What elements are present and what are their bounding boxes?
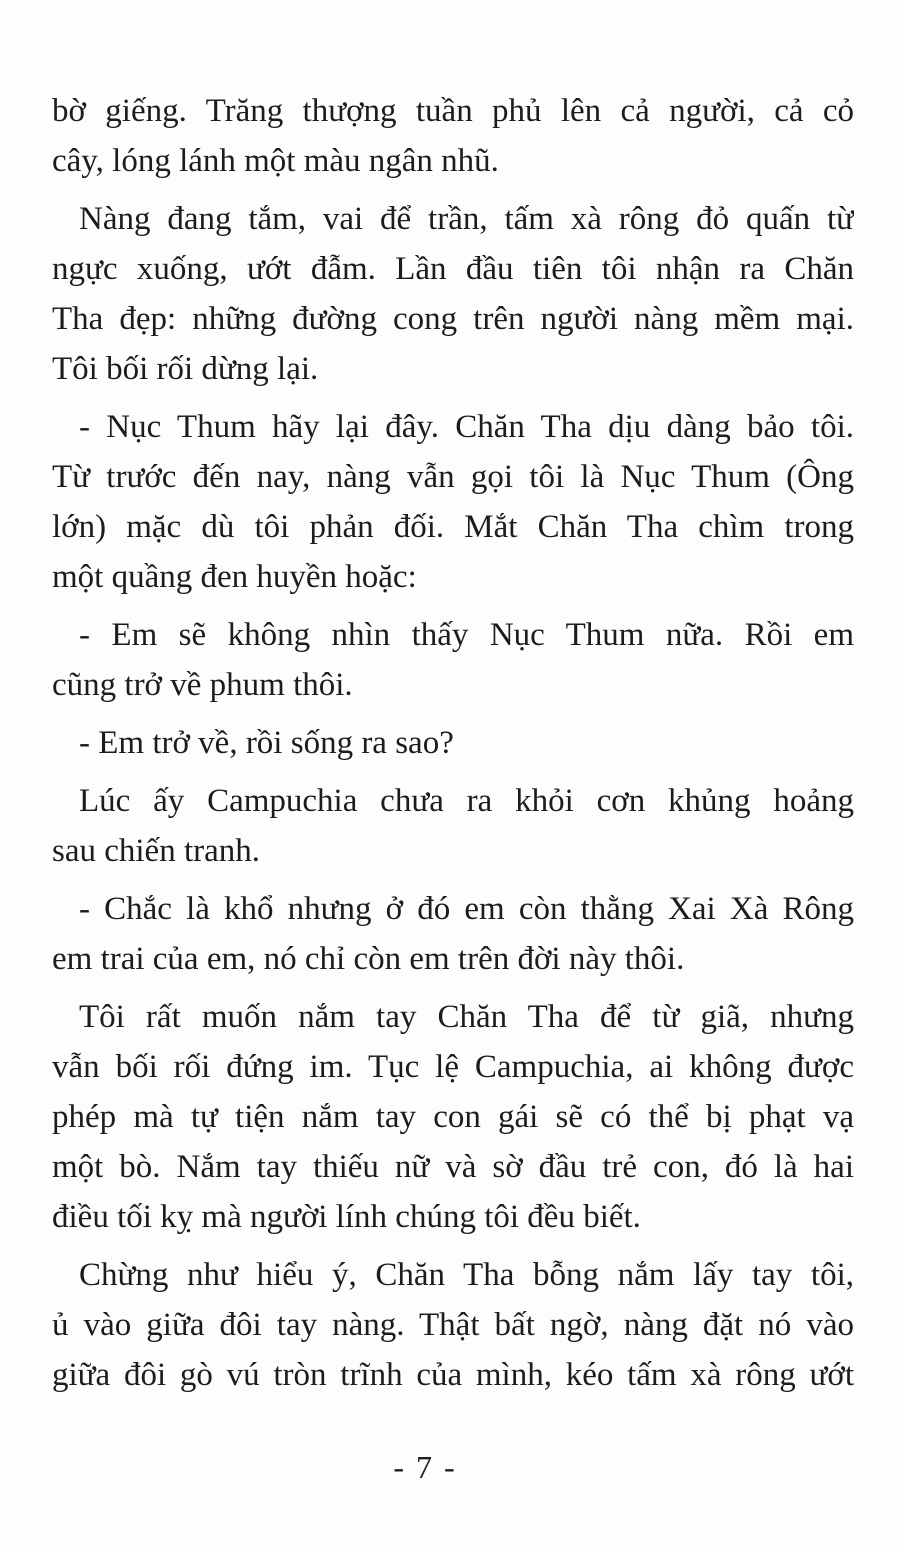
text-line: Tôi bối rối dừng lại. bbox=[52, 351, 319, 387]
text-block bbox=[52, 86, 854, 1408]
text-line: Tha đẹp: những đường cong trên người nàng mềm mại. bbox=[52, 301, 854, 337]
page-number: - 7 - bbox=[393, 1449, 457, 1485]
text-line: phép mà tự tiện nắm tay con gái sẽ có thể bị phạt vạ bbox=[52, 1099, 854, 1135]
text-line: Chừng như hiểu ý, Chăn Tha bỗng nắm lấy tay tôi, bbox=[79, 1257, 854, 1293]
paragraph bbox=[52, 718, 854, 768]
text-line: cây, lóng lánh một màu ngân nhũ. bbox=[52, 143, 499, 179]
text-line: cũng trở về phum thôi. bbox=[52, 667, 353, 703]
text-line: ngực xuống, ướt đẫm. Lần đầu tiên tôi nhận ra Chăn bbox=[52, 251, 854, 287]
text-line: vẫn bối rối đứng im. Tục lệ Campuchia, ai không được bbox=[52, 1049, 854, 1085]
paragraph bbox=[52, 402, 854, 602]
text-line: em trai của em, nó chỉ còn em trên đời này thôi. bbox=[52, 941, 685, 977]
paragraph bbox=[52, 884, 854, 984]
text-line: lớn) mặc dù tôi phản đối. Mắt Chăn Tha chìm trong bbox=[52, 509, 854, 545]
paragraph bbox=[52, 1250, 854, 1400]
text-line: bờ giếng. Trăng thượng tuần phủ lên cả người, cả cỏ bbox=[52, 93, 854, 129]
text-line: Nàng đang tắm, vai để trần, tấm xà rông đỏ quấn từ bbox=[79, 201, 854, 237]
text-line: một bò. Nắm tay thiếu nữ và sờ đầu trẻ con, đó là hai bbox=[52, 1149, 854, 1185]
text-line: sau chiến tranh. bbox=[52, 833, 261, 869]
text-line: - Em trở về, rồi sống ra sao? bbox=[79, 725, 454, 761]
text-line: Từ trước đến nay, nàng vẫn gọi tôi là Nục Thum (Ông bbox=[52, 459, 854, 495]
text-line: - Nục Thum hãy lại đây. Chăn Tha dịu dàng bảo tôi. bbox=[79, 409, 854, 445]
text-line: - Em sẽ không nhìn thấy Nục Thum nữa. Rồi em bbox=[79, 617, 854, 653]
text-line: điều tối kỵ mà người lính chúng tôi đều biết. bbox=[52, 1199, 641, 1235]
text-line: giữa đôi gò vú tròn trĩnh của mình, kéo tấm xà rông ướt bbox=[52, 1357, 854, 1393]
text-line: - Chắc là khổ nhưng ở đó em còn thằng Xai Xà Rông bbox=[79, 891, 854, 927]
text-line: ủ vào giữa đôi tay nàng. Thật bất ngờ, nàng đặt nó vào bbox=[52, 1307, 854, 1343]
text-line: một quầng đen huyền hoặc: bbox=[52, 559, 417, 595]
text-line: Lúc ấy Campuchia chưa ra khỏi cơn khủng hoảng bbox=[79, 783, 854, 819]
paragraph bbox=[52, 610, 854, 710]
paragraph bbox=[52, 86, 854, 186]
paragraph bbox=[52, 776, 854, 876]
text-line: Tôi rất muốn nắm tay Chăn Tha để từ giã, nhưng bbox=[79, 999, 854, 1035]
paragraph bbox=[52, 194, 854, 394]
paragraph bbox=[52, 992, 854, 1242]
